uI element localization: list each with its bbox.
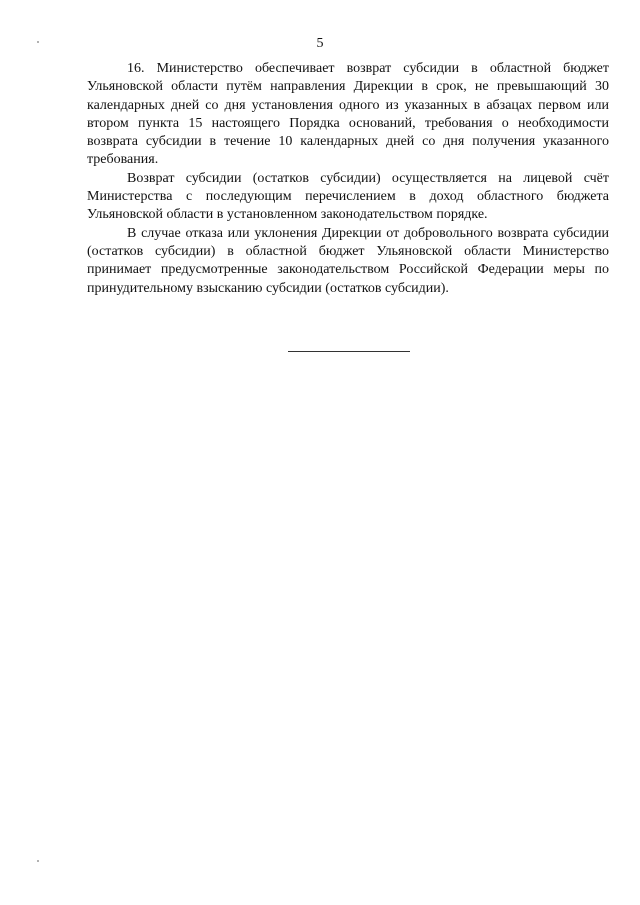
paragraph-return-procedure: 16. Министерство обеспечивает возврат субсидии в областной бюджет Ульяновской области путём направления Дирекции в срок, не превышающий 30 календарных дней со дня установления одного из указанных в абзацах первом или втором пункта 15 настоящего Порядка оснований, требования о необходимости возврата субсидии в течение 10 календарных дней со дня получения указанного требования. <box>87 61 609 168</box>
paragraph-return-account: Возврат субсидии (остатков субсидии) осуществляется на лицевой счёт Министерства с последующим перечислением в доход областного бюджета Ульяновской области в установленном законодательством порядке. <box>87 170 609 223</box>
closing-rule <box>288 351 410 352</box>
paragraph-refusal-measures: В случае отказа или уклонения Дирекции от добровольного возврата субсидии (остатков субсидии) в областной бюджет Ульяновской области Министерство принимает предусмотренные законодательством Российской Федерации меры по принудительному взысканию субсидии (остатков субсидии). <box>87 225 609 296</box>
page-number: 5 <box>316 36 324 51</box>
document-body <box>87 60 609 298</box>
scan-artifact-dot <box>37 860 39 862</box>
